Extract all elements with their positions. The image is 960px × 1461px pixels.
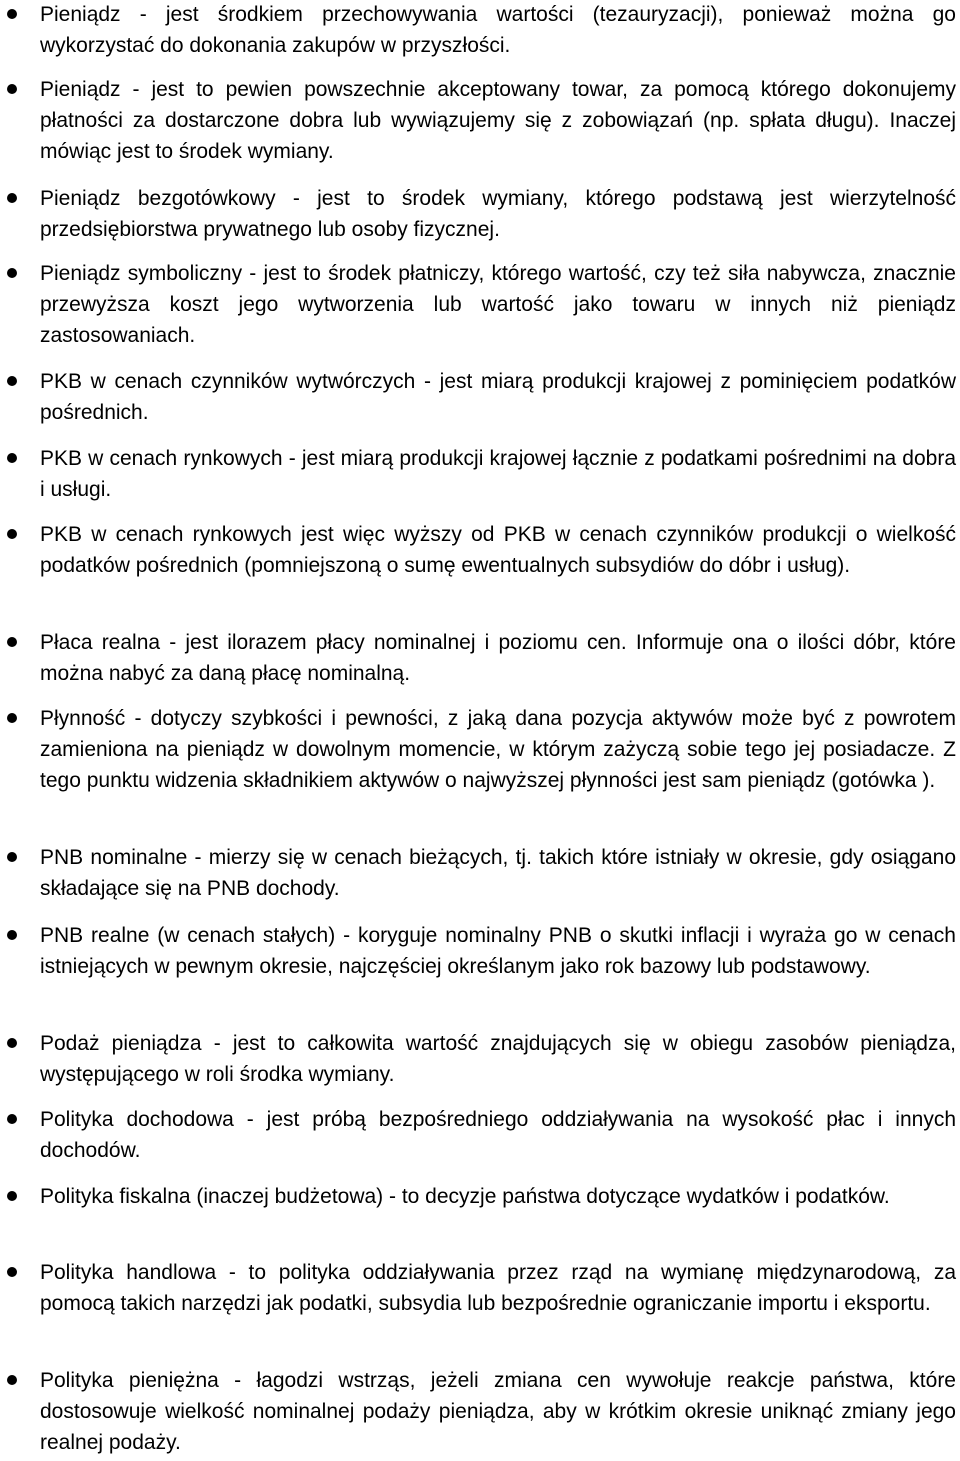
- list-item-text: Pieniądz bezgotówkowy - jest to środek wymiany, którego podstawą jest wierzytelność przedsiębiorstwa prywatnego lub osoby fizycznej.: [40, 187, 956, 241]
- list-item-text: Pieniądz - jest to pewien powszechnie akceptowany towar, za pomocą którego dokonujemy płatności za dostarczone dobra lub wywiązujemy się z zobowiązań (np. spłata długu).: [40, 78, 956, 132]
- list-item: [40, 519, 956, 581]
- bullet-icon: [7, 1038, 17, 1048]
- list-item-text-continued: Inaczej mówiąc jest to środek wymiany.: [40, 109, 956, 163]
- list-item: [40, 920, 956, 982]
- list-item-text: Płynność - dotyczy szybkości i pewności, z jaką dana pozycja aktywów może być z powrotem zamieniona na pieniądz w dowolnym momencie, w którym zażyczą sobie tego jej posiadacze. Z tego punktu widzenia składnikiem aktywów o najwyższej płynności jest sam pieniądz (gotówka ).: [40, 707, 956, 792]
- list-item-text: PNB realne (w cenach stałych) - koryguje nominalny PNB o skutki inflacji i wyraża go w cenach istniejących w pewnym okresie, najczęściej określanym jako rok bazowy lub podstawowy.: [40, 924, 956, 978]
- bullet-icon: [7, 84, 17, 94]
- list-item-text: Pieniądz symboliczny - jest to środek płatniczy, którego wartość, czy też siła nabywcza, znacznie przewyższa koszt jego wytworzenia lub wartość jako towaru w innych niż pieniądz zastosowaniach.: [40, 262, 956, 347]
- list-item: [40, 1104, 956, 1166]
- bullet-icon: [7, 268, 17, 278]
- list-item: [40, 1181, 956, 1212]
- list-item: [40, 1365, 956, 1458]
- list-item-text: PKB w cenach rynkowych - jest miarą produkcji krajowej łącznie z podatkami pośrednimi na dobra i usługi.: [40, 447, 956, 501]
- bullet-icon: [7, 1114, 17, 1124]
- bullet-icon: [7, 193, 17, 203]
- list-item: [40, 1257, 956, 1319]
- list-item: [40, 74, 956, 167]
- list-item: [40, 703, 956, 796]
- list-item-text: PNB nominalne - mierzy się w cenach bieżących, tj. takich które istniały w okresie, gdy osiągano składające się na PNB dochody.: [40, 846, 956, 900]
- bullet-icon: [7, 529, 17, 539]
- list-item: [40, 366, 956, 428]
- bullet-icon: [7, 852, 17, 862]
- list-item-text: Polityka pieniężna - łagodzi wstrząs, jeżeli zmiana cen wywołuje reakcje państwa, które dostosowuje wielkość nominalnej podaży pieniądza, aby w krótkim okresie uniknąć zmiany jego realnej podaży.: [40, 1369, 956, 1454]
- list-item-text: Polityka fiskalna (inaczej budżetowa) - to decyzje państwa dotyczące wydatków i podatków.: [40, 1185, 890, 1208]
- bullet-icon: [7, 713, 17, 723]
- list-item-text: Podaż pieniądza - jest to całkowita wartość znajdujących się w obiegu zasobów pieniądza, występującego w roli środka wymiany.: [40, 1032, 956, 1086]
- bullet-icon: [7, 1191, 17, 1201]
- list-item: [40, 1028, 956, 1090]
- list-item: [40, 183, 956, 245]
- list-item: [40, 258, 956, 351]
- bullet-icon: [7, 453, 17, 463]
- bullet-icon: [7, 930, 17, 940]
- list-item-text: Pieniądz - jest środkiem przechowywania wartości (tezauryzacji), ponieważ można go wykorzystać do dokonania zakupów w przyszłości.: [40, 3, 956, 57]
- list-item-text: PKB w cenach rynkowych jest więc wyższy od PKB w cenach czynników produkcji o wielkość podatków pośrednich (pomniejszoną o sumę ewentualnych subsydiów do dóbr i usług).: [40, 523, 956, 577]
- list-item: [40, 443, 956, 505]
- list-item: [40, 0, 956, 61]
- bullet-icon: [7, 9, 17, 19]
- bullet-icon: [7, 376, 17, 386]
- list-item-text: Polityka dochodowa - jest próbą bezpośredniego oddziaływania na wysokość płac i innych dochodów.: [40, 1108, 956, 1162]
- bullet-icon: [7, 637, 17, 647]
- list-item: [40, 842, 956, 904]
- list-item-text: PKB w cenach czynników wytwórczych - jest miarą produkcji krajowej z pominięciem podatków pośrednich.: [40, 370, 956, 424]
- list-item-text: Polityka handlowa - to polityka oddziaływania przez rząd na wymianę międzynarodową, za pomocą takich narzędzi jak podatki, subsydia lub bezpośrednie ograniczanie importu i eksportu.: [40, 1261, 956, 1315]
- bullet-icon: [7, 1267, 17, 1277]
- bullet-icon: [7, 1375, 17, 1385]
- list-item: [40, 627, 956, 689]
- list-item-text: Płaca realna - jest ilorazem płacy nominalnej i poziomu cen. Informuje ona o ilości dóbr, które można nabyć za daną płacę nominalną.: [40, 631, 956, 685]
